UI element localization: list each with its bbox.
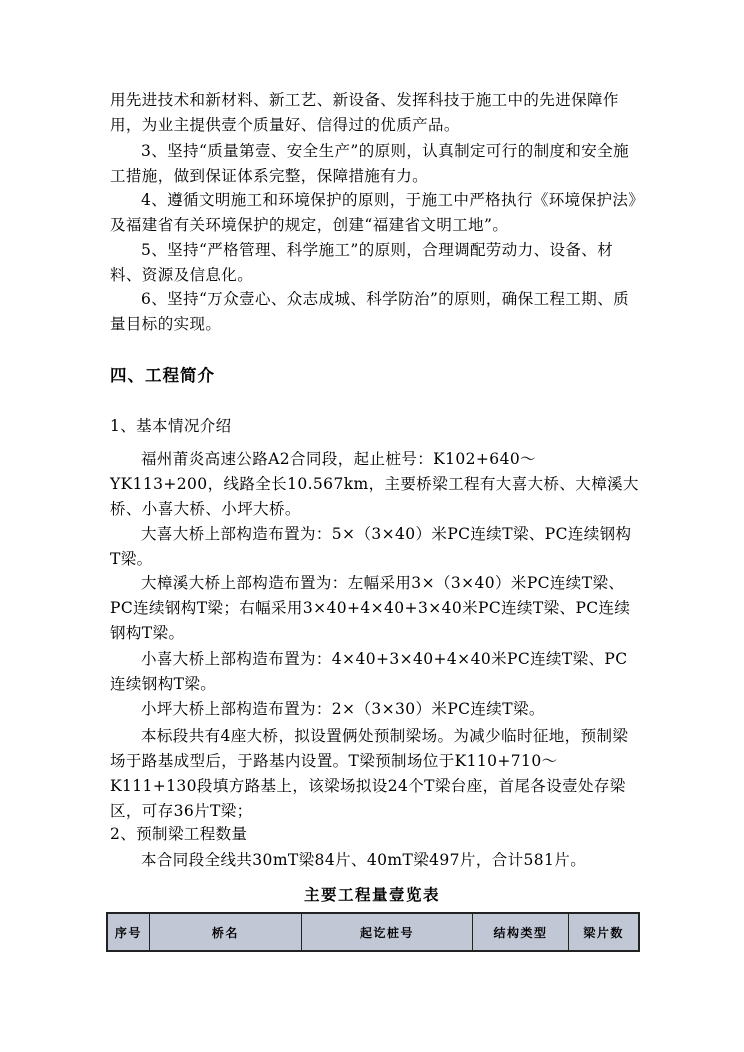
header-structure-type: 结构类型 bbox=[472, 913, 568, 951]
paragraph-principle-6: 6、坚持“万众壹心、众志成城、科学防治”的原则，确保工程工期、质量目标的实现。 bbox=[110, 290, 630, 333]
section-heading: 四、工程简介 bbox=[110, 366, 215, 385]
subheading-basic-info: 1、基本情况介绍 bbox=[110, 417, 232, 435]
paragraph-principle-3: 3、坚持“质量第壹、安全生产”的原则，认真制定可行的制度和安全施工措施，做到保证体系完整，保障措施有力。 bbox=[110, 142, 630, 185]
paragraph-xiaoping-bridge: 小坪大桥上部构造布置为：2×（3×30）米PC连续T梁。 bbox=[141, 700, 545, 718]
quantity-table bbox=[106, 912, 640, 952]
table-title: 主要工程量壹览表 bbox=[303, 885, 440, 904]
header-station-range: 起讫桩号 bbox=[302, 913, 473, 951]
paragraph-quantity-summary: 本合同段全线共30mT梁84片、40mT梁497片，合计581片。 bbox=[141, 851, 587, 869]
paragraph-continuation: 用先进技术和新材料、新工艺、新设备、发挥科技于施工中的先进保障作用，为业主提供壹个质量好、信得过的优质产品。 bbox=[110, 91, 619, 134]
paragraph-principle-4: 4、遵循文明施工和环境保护的原则，于施工中严格执行《环境保护法》及福建省有关环境保护的规定，创建“福建省文明工地”。 bbox=[110, 191, 637, 234]
subheading-precast-quantity: 2、预制梁工程数量 bbox=[110, 825, 248, 843]
paragraph-dazhangxi-bridge: 大樟溪大桥上部构造布置为：左幅采用3×（3×40）米PC连续T梁、PC连续钢构T梁；右幅采用3×40+4×40+3×40米PC连续T梁、PC连续钢构T梁。 bbox=[110, 574, 631, 642]
paragraph-daxi-bridge: 大喜大桥上部构造布置为：5×（3×40）米PC连续T梁、PC连续钢构T梁。 bbox=[110, 525, 632, 568]
header-serial-number: 序号 bbox=[107, 913, 149, 951]
paragraph-xiaoxi-bridge: 小喜大桥上部构造布置为：4×40+3×40+4×40米PC连续T梁、PC连续钢构T梁。 bbox=[110, 650, 628, 693]
paragraph-precast-yard: 本标段共有4座大桥，拟设置俩处预制梁场。为减少临时征地，预制梁场于路基成型后，于路基内设置。T梁预制场位于K110+710～K111+130段填方路基上，该梁场拟设24个T梁台座，首尾各设壹处存梁区，可存36片T梁； bbox=[110, 727, 629, 820]
header-beam-count: 梁片数 bbox=[569, 913, 639, 951]
header-bridge-name: 桥名 bbox=[149, 913, 302, 951]
paragraph-project-intro: 福州莆炎高速公路A2合同段，起止桩号：K102+640～YK113+200，线路全长10.567km，主要桥梁工程有大喜大桥、大樟溪大桥、小喜大桥、小坪大桥。 bbox=[110, 450, 639, 518]
paragraph-principle-5: 5、坚持“严格管理、科学施工”的原则，合理调配劳动力、设备、材料、资源及信息化。 bbox=[110, 241, 614, 284]
table-header-row bbox=[107, 913, 639, 951]
